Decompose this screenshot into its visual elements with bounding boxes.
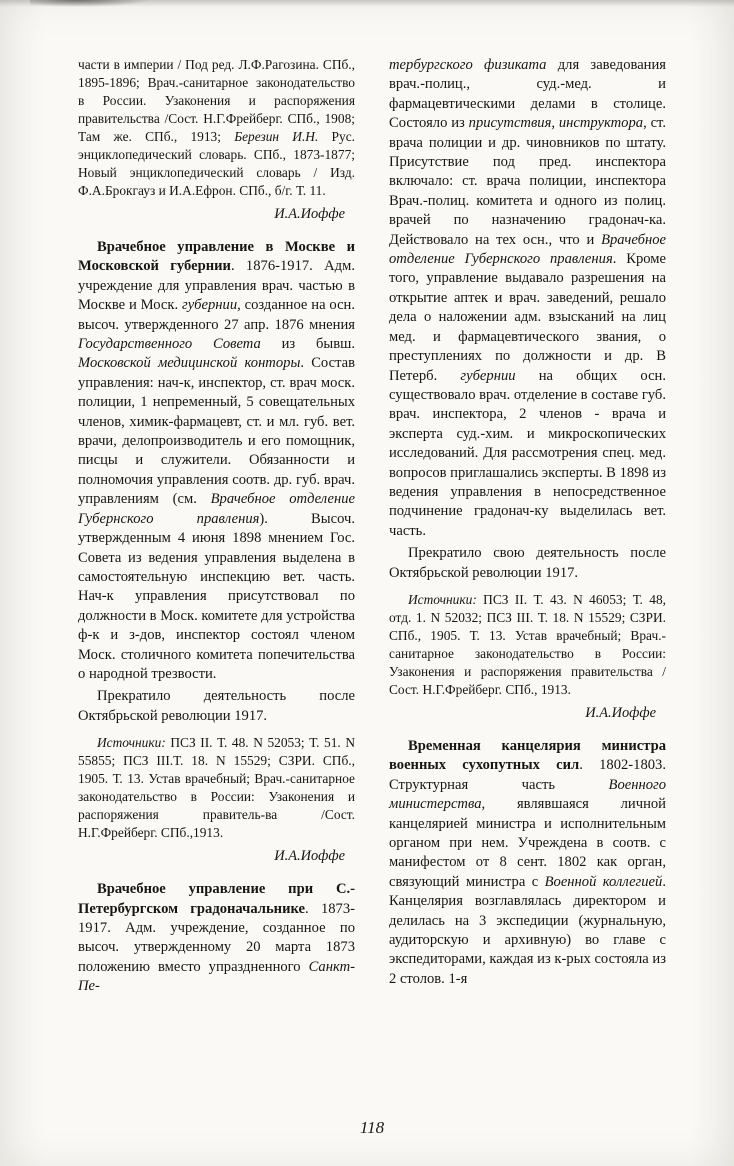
text-segment: , созданное на осн. высоч. утвержденного 27 апр. 1876 мнения [78,297,356,333]
italic-term: Врачебное отделение Губернского правления [78,491,355,527]
text-segment: . 1876-1917. Адм. учреждение для управления врач. частью в Москве и Моск. [78,258,355,314]
text-segment: . Состав управления: нач-к, инспектор, ст. врач моск. полиции, 1 непременный, 5 совещательных членов, химик-фармацевт, ст. и мл. губ. вет. врачи, делопроизводитель и его помощник, писцы и служители. Обязанности и полномочия управления соотв. др. губ. врач. управлениям (см. [78,355,355,508]
sources-paragraph [78,734,355,842]
text-segment: для заведования врач.-полиц., суд.-мед. и фармацевтическими делами в столице. Состояло из [389,57,666,132]
scan-artifact-top-smear [30,0,150,7]
text-segment: Прекратило свою деятельность после Октябрьской революции 1917. [389,545,666,581]
text-segment: . 1802-1803. Структурная часть [389,757,666,793]
text-segment: ). Высоч. утвержденным 4 июня 1898 мнением Гос. Совета из ведения управления выделена в самостоятельную инспекцию вет. часть. Нач-к управления присутствовал по должности в Моск. комитете для устройства ф-к и з-дов, инспектор состоял членом Моск. столичного комитета попечительства о народной трезвости. [78,510,355,682]
entry-title: Врачебное управление при С.-Петербургском градоначальнике [78,881,355,917]
text-area [78,56,666,997]
text-segment: части в империи / Под ред. Л.Ф.Рагозина. СПб., 1895-1896; Врач.-санитарное законодательство в России. Узаконения и распоряжения правительства /Сост. Н.Г.Фрейберг. СПб., 1908; Там же. СПб., 1913; [78,57,355,144]
italic-term: Источники: [97,735,166,751]
text-segment: , ст. врача полиции и др. чиновников по штату. Присутствие под пред. инспектора включало: ст. врача полиции, инспектора Врач.-полиц. комитета и одного из полиц. врачей по назначению градонач-ка. Действовало на тех осн., что и [389,115,666,248]
italic-term: губернии [182,297,238,314]
text-column-left [78,56,355,997]
sources-paragraph [78,56,355,200]
italic-term: Источники: [408,591,477,607]
italic-term: Санкт-Пе- [78,958,355,995]
italic-term: И.А.Иоффе [585,704,656,721]
text-segment: . Канцелярия возглавлялась директором и делилась на 3 экспедиции (журнальную, аудиторскую и архивную) во главе с экспедиторами, каждая из к-рых состояла из 2 столов. 1-я [389,873,666,987]
italic-term: Военной коллегией [544,873,663,890]
italic-term: тербургского физиката [389,57,547,73]
para-paragraph [389,56,666,541]
italic-term: Врачебное отделение Губернского правления [389,231,666,268]
italic-term: И.А.Иоффе [274,206,345,222]
text-segment: , являвшаяся личной канцелярией министра и исполнительным органом при нем. Учреждена в соотв. с манифестом от 8 сент. 1802 как орган, связующий министра с [389,796,666,890]
text-segment: на общих осн. существовало врач. отделение в составе губ. врач. инспектора, 2 членов - врача и эксперта суд.-хим. и микроскопических исследований. Для рассмотрения спец. мед. вопросов приглашались эксперты. В 1898 из ведения управления в непосредственное подчинение градонач-ку выделилась вет. часть. [389,367,667,539]
text-column-right [389,56,666,997]
italic-term: Военного министерства [389,776,666,813]
text-segment: . 1873-1917. Адм. учреждение, созданное по высоч. утвержденному 20 марта 1873 положению вместо упраздненного [78,900,355,975]
text-segment: Рус. энциклопедический словарь. СПб., 1873-1877; Новый энциклопедический словарь / Изд. Ф.А.Брокгауз и И.А.Ефрон. СПб., б/г. Т. 11. [78,129,355,198]
sources-paragraph [389,591,666,699]
entry-title: Временная канцелярия министра военных сухопутных сил [389,737,666,774]
signature-paragraph [78,205,345,224]
para-paragraph [389,544,666,583]
text-segment: Прекратило деятельность после Октябрьской революции 1917. [78,688,355,724]
text-segment: ПСЗ II. Т. 48. N 52053; Т. 51. N 55855; ПСЗ III.Т. 18. N 15529; СЗРИ. СПб., 1905. Т. 13. Устав врачебный; Врач.-санитарное законодательство в России: Узаконения и распоряжения правитель-ва /Сост. Н.Г.Фрейберг. СПб.,1913. [78,735,355,841]
entry-paragraph [389,737,666,989]
entry-paragraph [78,238,355,684]
para-paragraph [78,687,355,726]
signature-paragraph [389,704,656,723]
signature-paragraph [78,847,345,866]
text-segment: . Кроме того, управление выдавало разрешения на открытие аптек и врач. заведений, решало дела о наложении адм. взысканий на лиц мед. и фармацевтического звания, о преступлениях по должности и др. В Петерб. [389,251,666,384]
italic-term: И.А.Иоффе [274,848,345,865]
text-segment: из бывш. [260,336,355,353]
italic-term: присутствия, инструктора [468,115,644,132]
text-segment: ПСЗ II. Т. 43. N 46053; Т. 48, отд. 1. N 52032; ПСЗ III. Т. 18. N 15529; СЗРИ. СПб., 1905. Т. 13. Устав врачебный; Врач.-санитарное законодательство в России: Узаконения и распоряжения правительства /Сост. Н.Г.Фрейберг. СПб., 1913. [389,591,666,697]
italic-term: Московской медицинской конторы [78,355,301,372]
page-number: 118 [359,1118,385,1137]
entry-title: Врачебное управление в Москве и Московской губернии [78,239,355,275]
italic-term: Государственного Совета [78,336,261,353]
entry-paragraph [78,880,355,996]
italic-term: Березин И.Н. [234,129,319,144]
italic-term: губернии [460,367,516,384]
